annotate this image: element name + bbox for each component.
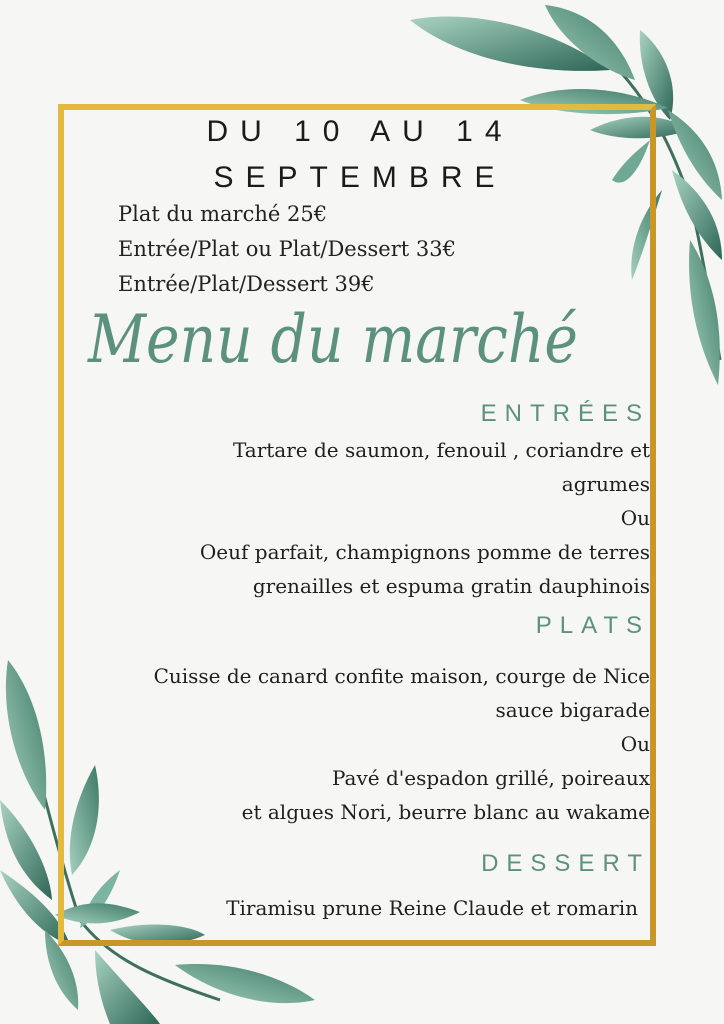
price-plat-du-marche: Plat du marché 25€ [118,202,328,226]
entree-line-4: grenailles et espuma gratin dauphinois [252,574,650,598]
plat-line-4: et algues Nori, beurre blanc au wakame [241,800,650,824]
price-two-courses: Entrée/Plat ou Plat/Dessert 33€ [118,237,456,261]
dessert-line-1: Tiramisu prune Reine Claude et romarin [226,896,638,920]
date-line-1: DU 10 AU 14 [206,115,514,148]
plat-line-2: sauce bigarade [495,698,650,722]
menu-title [88,296,588,392]
section-title-dessert: DESSERT [481,850,650,877]
section-title-plats: PLATS [535,612,650,639]
menu-title-text: Menu du marché [87,301,579,378]
plat-line-3: Pavé d'espadon grillé, poireaux [331,766,650,790]
date-line-2: SEPTEMBRE [213,161,507,194]
entree-line-1: Tartare de saumon, fenouil , coriandre et [233,438,650,462]
section-title-entrees: ENTRÉES [480,400,650,427]
entree-line-3: Oeuf parfait, champignons pomme de terres [199,540,650,564]
plat-or: Ou [620,732,650,756]
entree-line-2: agrumes [561,472,650,496]
entree-or: Ou [620,506,650,530]
plat-line-1: Cuisse de canard confite maison, courge de Nice [153,664,650,688]
price-three-courses: Entrée/Plat/Dessert 39€ [118,272,375,296]
